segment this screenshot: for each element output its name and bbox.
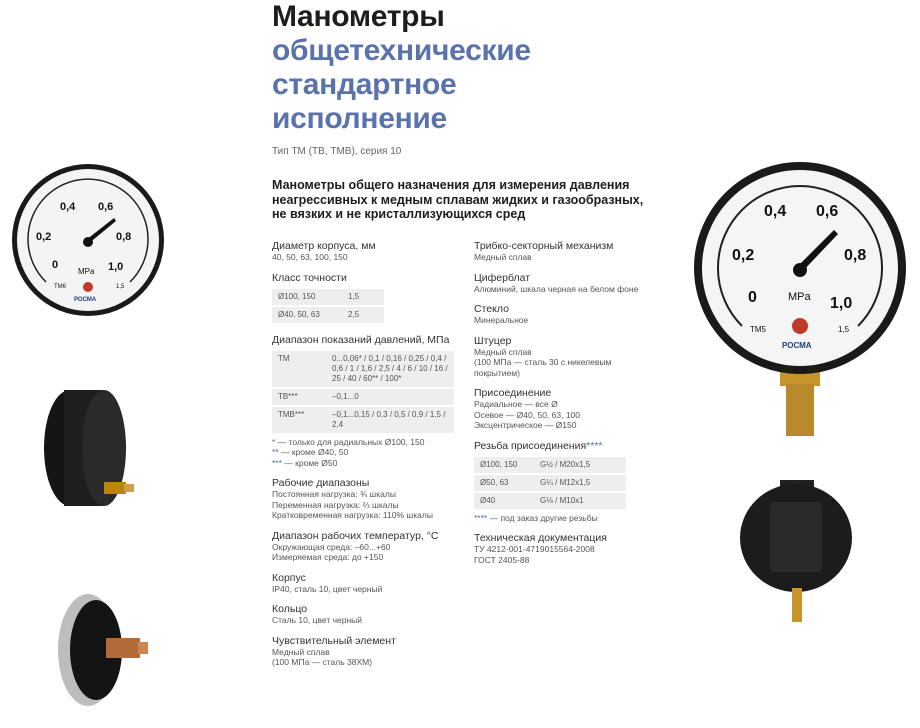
spec-value: ТУ 4212-001-4719015564-2008 xyxy=(474,544,595,554)
footnote-text: — кроме Ø40, 50 xyxy=(278,447,349,457)
gauge-rear-view xyxy=(736,476,856,626)
spec-head: Трибко-секторный механизм xyxy=(474,240,614,252)
table-row xyxy=(272,289,384,305)
spec-head: Присоединение xyxy=(474,387,552,399)
table-cell: Ø50, 63 xyxy=(474,475,534,491)
footnote-text: — под заказ другие резьбы xyxy=(487,512,598,523)
gauge-brand: РОСМА xyxy=(782,341,812,350)
gauge-pivot xyxy=(83,237,93,247)
table-row xyxy=(474,475,626,491)
thread-head-mark: **** xyxy=(586,439,603,452)
table-row xyxy=(474,493,626,509)
table-row xyxy=(272,407,454,433)
gauge-class: 1,5 xyxy=(116,284,125,290)
table-cell: 0...0,06* / 0,1 / 0,16 / 0,25 / 0,4 / 0,6 / 1 / 1,6 / 2,5 / 4 / 6 / 10 / 16 / 25 / 40 / 60** / 100* xyxy=(326,351,454,387)
table-cell: –0,1...0 xyxy=(326,389,454,405)
spec-head: Циферблат xyxy=(474,271,531,284)
spec-thread xyxy=(474,440,639,524)
spec-docs xyxy=(474,532,639,565)
spec-work xyxy=(272,477,462,521)
gauge-tick-label: 0,2 xyxy=(36,231,52,243)
table-cell: ТМ xyxy=(272,351,326,387)
table-cell: Ø100, 150 xyxy=(474,457,534,473)
spec-connection xyxy=(474,387,639,431)
gauge-tick-label: 0 xyxy=(748,289,757,306)
table-cell: 2,5 xyxy=(342,307,384,323)
spec-value: Измеряемая среда: до +150 xyxy=(272,552,384,562)
table-row xyxy=(474,457,626,473)
spec-value: Медный сплав xyxy=(272,646,330,657)
spec-mechanism xyxy=(474,240,639,263)
footnote-mark: * xyxy=(272,436,276,447)
gauge-tick-label: 0,8 xyxy=(844,247,867,264)
gauge-tick-label: 0,4 xyxy=(764,203,787,220)
spec-column-right xyxy=(474,240,639,574)
spec-column-left xyxy=(272,240,462,677)
table-cell: ТМВ*** xyxy=(272,407,326,433)
table-row xyxy=(272,389,454,405)
title-line-2: общетехнические xyxy=(272,34,531,67)
gauge-axial-view xyxy=(28,590,168,710)
gauge-model: ТМ6 xyxy=(54,284,66,290)
spec-value: покрытием) xyxy=(474,367,520,378)
spec-value: IP40, сталь 10, цвет черный xyxy=(272,583,383,594)
title-line-1: Манометры xyxy=(272,0,445,33)
spec-value: Переменная нагрузка: ⅔ шкалы xyxy=(272,499,399,510)
gauge-small-front xyxy=(8,160,168,320)
spec-head: Диапазон рабочих температур, °С xyxy=(272,529,439,542)
table-row xyxy=(272,351,454,387)
gauge-tick-label: 0,2 xyxy=(732,247,755,264)
spec-value: Кратковременная нагрузка: 110% шкалы xyxy=(272,510,433,520)
gauge-tick-label: 0,8 xyxy=(116,231,132,243)
gauge-brand: РОСМА xyxy=(74,297,97,303)
spec-value: Радиальное — все Ø xyxy=(474,399,558,409)
spec-head: Диаметр корпуса, мм xyxy=(272,240,376,252)
spec-value: (100 МПа — сталь 38ХМ) xyxy=(272,657,373,667)
range-footnote xyxy=(272,447,462,458)
thread-head-text: Резьба присоединения xyxy=(474,439,587,452)
gauge-unit: MPa xyxy=(78,267,95,276)
table-cell: Ø40, 50, 63 xyxy=(272,307,342,323)
spec-value: Эксцентрическое — Ø150 xyxy=(474,420,577,430)
accuracy-table xyxy=(272,287,384,325)
gauge-fitting xyxy=(786,384,814,436)
footnote-mark: ** xyxy=(272,447,279,457)
table-cell: 1,5 xyxy=(342,289,384,305)
gauge-class: 1,5 xyxy=(838,325,850,334)
spec-accuracy xyxy=(272,272,462,325)
gauge-large-front xyxy=(688,160,913,450)
gauge-tick-label: 0,6 xyxy=(816,203,839,220)
spec-fitting xyxy=(474,335,639,379)
spec-dial xyxy=(474,272,639,295)
spec-value: (100 МПа — сталь 30 с никелевым xyxy=(474,357,612,367)
gauge-tick-label: 1,0 xyxy=(108,261,124,273)
gauge-tick-label: 0,6 xyxy=(98,201,114,213)
gauge-thread xyxy=(138,642,148,654)
spec-diameter xyxy=(272,240,462,263)
product-type: Тип ТМ (ТВ, ТМВ), серия 10 xyxy=(272,146,402,157)
spec-head: Кольцо xyxy=(272,603,308,615)
spec-value: Алюминий, шкала черная на белом фоне xyxy=(474,283,639,294)
spec-glass xyxy=(474,303,639,326)
intro-text: Манометры общего назначения для измерения давления неагрессивных к медным сплавам жидких и газообразных, не вязких и не кристаллизующихся сред xyxy=(272,178,644,221)
range-table xyxy=(272,349,454,435)
footnote-mark: *** xyxy=(272,457,282,468)
spec-value: Медный сплав xyxy=(474,252,532,262)
table-cell: –0,1...0,15 / 0,3 / 0,5 / 0,9 / 1,5 / 2,4 xyxy=(326,407,454,433)
gauge-tick-label: 1,0 xyxy=(830,295,853,312)
gauge-unit: MPa xyxy=(788,291,811,303)
spec-head: Диапазон показаний давлений, МПа xyxy=(272,333,450,346)
gauge-fitting xyxy=(106,638,140,658)
spec-head: Класс точности xyxy=(272,271,347,284)
spec-body xyxy=(272,572,462,595)
footnote-text: — кроме Ø50 xyxy=(281,457,338,468)
spec-head: Стекло xyxy=(474,303,509,315)
spec-value: 40, 50, 63, 100, 150 xyxy=(272,252,348,262)
spec-head: Рабочие диапазоны xyxy=(272,477,370,489)
title-line-4: исполнение xyxy=(272,102,447,135)
gauge-tick-label: 0,4 xyxy=(60,201,76,213)
thread-footnote xyxy=(474,513,639,524)
spec-value: Сталь 10, цвет черный xyxy=(272,615,363,625)
gauge-fitting xyxy=(104,482,126,494)
range-footnote xyxy=(272,437,462,448)
spec-head: Техническая документация xyxy=(474,532,607,544)
gauge-thread xyxy=(124,484,134,492)
range-footnote xyxy=(272,458,462,469)
footnote-mark: **** xyxy=(474,512,488,523)
spec-head: Корпус xyxy=(272,571,306,584)
table-row xyxy=(272,307,384,323)
gauge-model: ТМ5 xyxy=(750,325,766,334)
spec-value: Осевое — Ø40, 50, 63, 100 xyxy=(474,409,581,420)
gauge-tick-label: 0 xyxy=(52,259,59,271)
spec-value: Медный сплав xyxy=(474,346,532,357)
gauge-side-view xyxy=(20,380,140,520)
spec-head: Чувствительный элемент xyxy=(272,634,396,647)
table-cell: Ø40 xyxy=(474,493,534,509)
title-line-3: стандартное xyxy=(272,68,457,101)
spec-value: Окружающая среда: –60...+60 xyxy=(272,541,391,552)
table-cell: Ø100, 150 xyxy=(272,289,342,305)
gauge-back-plate xyxy=(770,502,822,572)
table-cell: G¼ / M12x1,5 xyxy=(534,475,626,491)
table-cell: ТВ*** xyxy=(272,389,326,405)
table-cell: G½ / M20x1,5 xyxy=(534,457,626,473)
spec-ring xyxy=(272,603,462,626)
spec-value: ГОСТ 2405-88 xyxy=(474,554,530,565)
spec-sensor xyxy=(272,635,462,668)
spec-head xyxy=(474,440,639,452)
spec-range xyxy=(272,334,462,469)
brand-logo-icon xyxy=(792,318,808,334)
gauge-pivot xyxy=(793,263,807,277)
gauge-fitting xyxy=(792,588,802,622)
spec-value: Постоянная нагрузка: ¾ шкалы xyxy=(272,489,396,499)
spec-head: Штуцер xyxy=(474,334,512,347)
table-cell: G⅛ / M10x1 xyxy=(534,493,626,509)
thread-table xyxy=(474,455,626,511)
footnote-text: — только для радиальных Ø100, 150 xyxy=(275,436,425,447)
brand-logo-icon xyxy=(83,282,93,292)
spec-temp xyxy=(272,530,462,563)
spec-value: Минеральное xyxy=(474,315,529,325)
